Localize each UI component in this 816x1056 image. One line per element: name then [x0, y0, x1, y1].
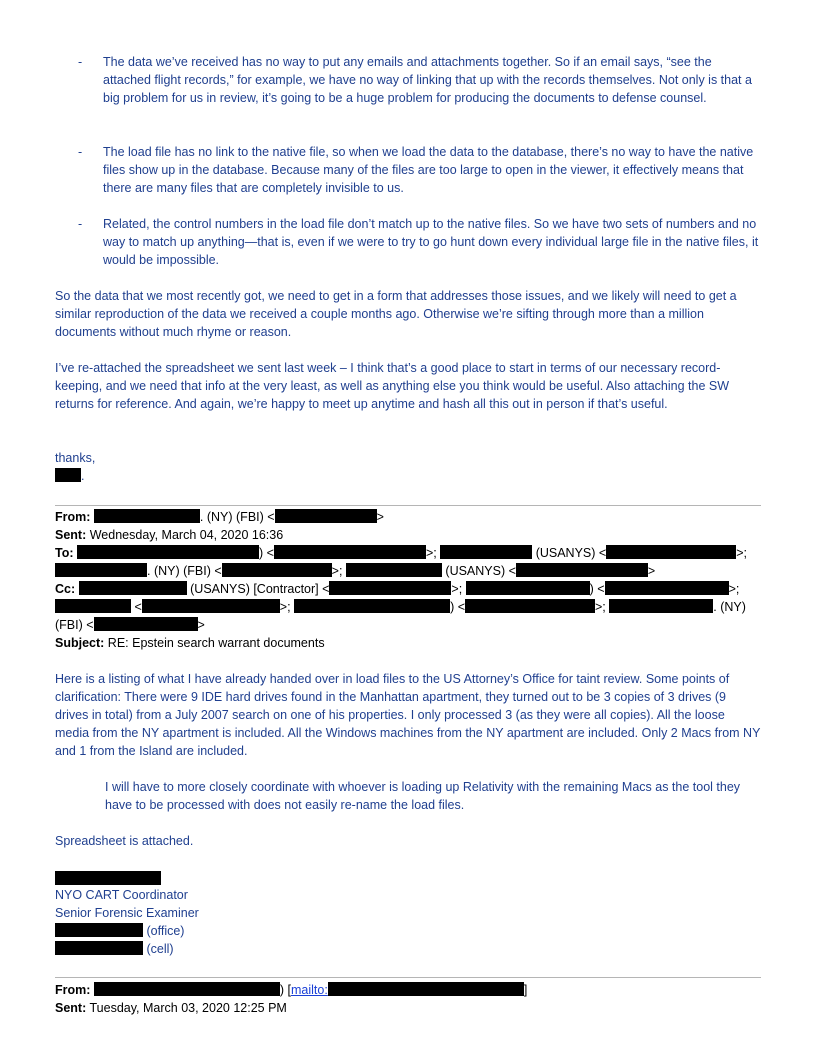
header-cc-line-2	[55, 598, 761, 616]
bullet-dash: -	[78, 145, 83, 159]
signature-title: NYO CART Coordinator	[55, 888, 188, 902]
to-text: >;	[736, 546, 747, 560]
redaction-box	[94, 617, 198, 631]
cc-label: Cc:	[55, 582, 76, 596]
to-text: (USANYS) <	[445, 564, 516, 578]
bullet-dash: -	[78, 217, 83, 231]
cc-text: >;	[279, 600, 291, 614]
divider	[55, 505, 761, 506]
cc-text: >;	[451, 582, 463, 596]
cc-text: >	[197, 618, 205, 632]
redaction-box	[275, 509, 377, 523]
redaction-box	[440, 545, 532, 559]
cc-text: >;	[595, 600, 606, 614]
signature-title: Senior Forensic Examiner	[55, 906, 199, 920]
redaction-box	[55, 599, 131, 613]
phone-label: (cell)	[146, 942, 174, 956]
header-sent-line	[55, 999, 761, 1017]
subject-value: RE: Epstein search warrant documents	[107, 636, 325, 650]
body-paragraph: Here is a listing of what I have already handed over in load files to the US Attorney’s Office for taint review. Some points of clarification: There were 9 IDE hard drives found in the Manhattan apartment, they turned out to be 3 copies of 3 drives (9 drives in total) from a July 2007 search on one of his properties. I only processed 3 (as they were all copies). All the loose media from the NY apartment is included. All the Windows machines from the NY apartment are included. Only 2 Macs from NY and 1 from the Island are included.	[55, 672, 761, 758]
redaction-box	[466, 581, 590, 595]
header-sent-line	[55, 526, 761, 544]
redaction-box	[77, 545, 259, 559]
to-text: ) <	[259, 546, 274, 560]
to-text: (USANYS) <	[535, 546, 607, 560]
subject-label: Subject:	[55, 636, 105, 650]
redaction-box	[55, 941, 143, 955]
redaction-box	[328, 982, 524, 996]
header-from-line	[55, 508, 761, 526]
sent-value: Wednesday, March 04, 2020 16:36	[89, 528, 284, 542]
divider	[55, 977, 761, 978]
signature-phone-cell	[55, 940, 174, 958]
redaction-box	[605, 581, 729, 595]
mailto-link[interactable]: mailto:	[291, 983, 328, 997]
cc-text: ) <	[589, 582, 605, 596]
header-to-line	[55, 544, 761, 562]
redaction-box	[346, 563, 442, 577]
sent-value: Tuesday, March 03, 2020 12:25 PM	[89, 1001, 287, 1015]
from-text: ) [	[279, 983, 292, 997]
redaction-box	[55, 563, 147, 577]
from-label: From:	[55, 983, 91, 997]
cc-text: . (NY)	[713, 600, 746, 614]
redaction-box	[142, 599, 280, 613]
redaction-box	[274, 545, 426, 559]
from-text: ]	[523, 983, 528, 997]
from-text: >	[376, 510, 384, 524]
sender-signature-redacted	[55, 467, 84, 485]
bullet-text: The data we’ve received has no way to put any emails and attachments together. So if an email says, “see the attached flight records,” for example, we have no way of linking that up with the records themselves. Not only is that a big problem for us in review, it’s going to be a huge problem for producing the documents to defense counsel.	[103, 55, 752, 105]
redaction-box	[55, 923, 143, 937]
phone-label: (office)	[146, 924, 185, 938]
to-text: . (NY) (FBI) <	[147, 564, 222, 578]
bullet-dash: -	[78, 55, 83, 69]
header-to-line-2	[55, 562, 761, 580]
redaction-box	[222, 563, 332, 577]
sent-label: Sent:	[55, 528, 87, 542]
redaction-box	[609, 599, 713, 613]
cc-text: (FBI) <	[55, 618, 94, 632]
redaction-box	[294, 599, 450, 613]
redaction-box	[94, 982, 280, 996]
to-label: To:	[55, 546, 74, 560]
signature-phone-office	[55, 922, 184, 940]
cc-text: >;	[728, 582, 740, 596]
body-paragraph: So the data that we most recently got, we need to get in a form that addresses those issues, and we likely will need to get a similar reproduction of the data we received a couple months ago. Otherwise we’re sifting through more than a million documents without much rhyme or reason.	[55, 289, 737, 339]
cc-text: ) <	[450, 600, 465, 614]
signature-period: .	[81, 469, 85, 483]
header-cc-line	[55, 580, 761, 598]
body-paragraph: Spreadsheet is attached.	[55, 834, 194, 848]
body-paragraph: I’ve re-attached the spreadsheet we sent last week – I think that’s a good place to start in terms of our necessary record-keeping, and we need that info at the very least, as well as anything else you think would be useful. Also attaching the SW returns for reference. And again, we’re happy to meet up anytime and hash all this out in person if that’s useful.	[55, 361, 730, 411]
bullet-text: Related, the control numbers in the load file don’t match up to the native files. So we have two sets of numbers and no way to match up anything—that is, even if we were to try to go hunt down every individual large file in the native files, it would be impossible.	[103, 217, 759, 267]
to-text: >;	[425, 546, 437, 560]
header-cc-line-3	[55, 616, 761, 634]
closing: thanks,	[55, 451, 96, 465]
cc-text: (USANYS) [Contractor] <	[190, 582, 330, 596]
cc-text: <	[134, 600, 142, 614]
to-text: >	[647, 564, 656, 578]
bullet-text: The load file has no link to the native file, so when we load the data to the database, there’s no way to have the native files show up in the database. Because many of the files are too large to open in the viewer, it effectively means that there are many files that are completely invisible to us.	[103, 145, 754, 195]
body-paragraph: I will have to more closely coordinate with whoever is loading up Relativity with the remaining Macs as the tool they have to be processed with does not easily re-name the load files.	[105, 780, 741, 812]
header-from-line	[55, 981, 761, 999]
redaction-box	[55, 871, 161, 885]
from-text: . (NY) (FBI) <	[199, 510, 275, 524]
redaction-box	[606, 545, 736, 559]
redaction-box	[79, 581, 187, 595]
header-subject-line	[55, 634, 761, 652]
redaction-box	[329, 581, 451, 595]
redaction-box	[516, 563, 648, 577]
sent-label: Sent:	[55, 1001, 87, 1015]
from-label: From:	[55, 510, 91, 524]
redaction-box	[465, 599, 595, 613]
redaction-box	[55, 468, 81, 482]
to-text: >;	[331, 564, 343, 578]
redaction-box	[94, 509, 200, 523]
